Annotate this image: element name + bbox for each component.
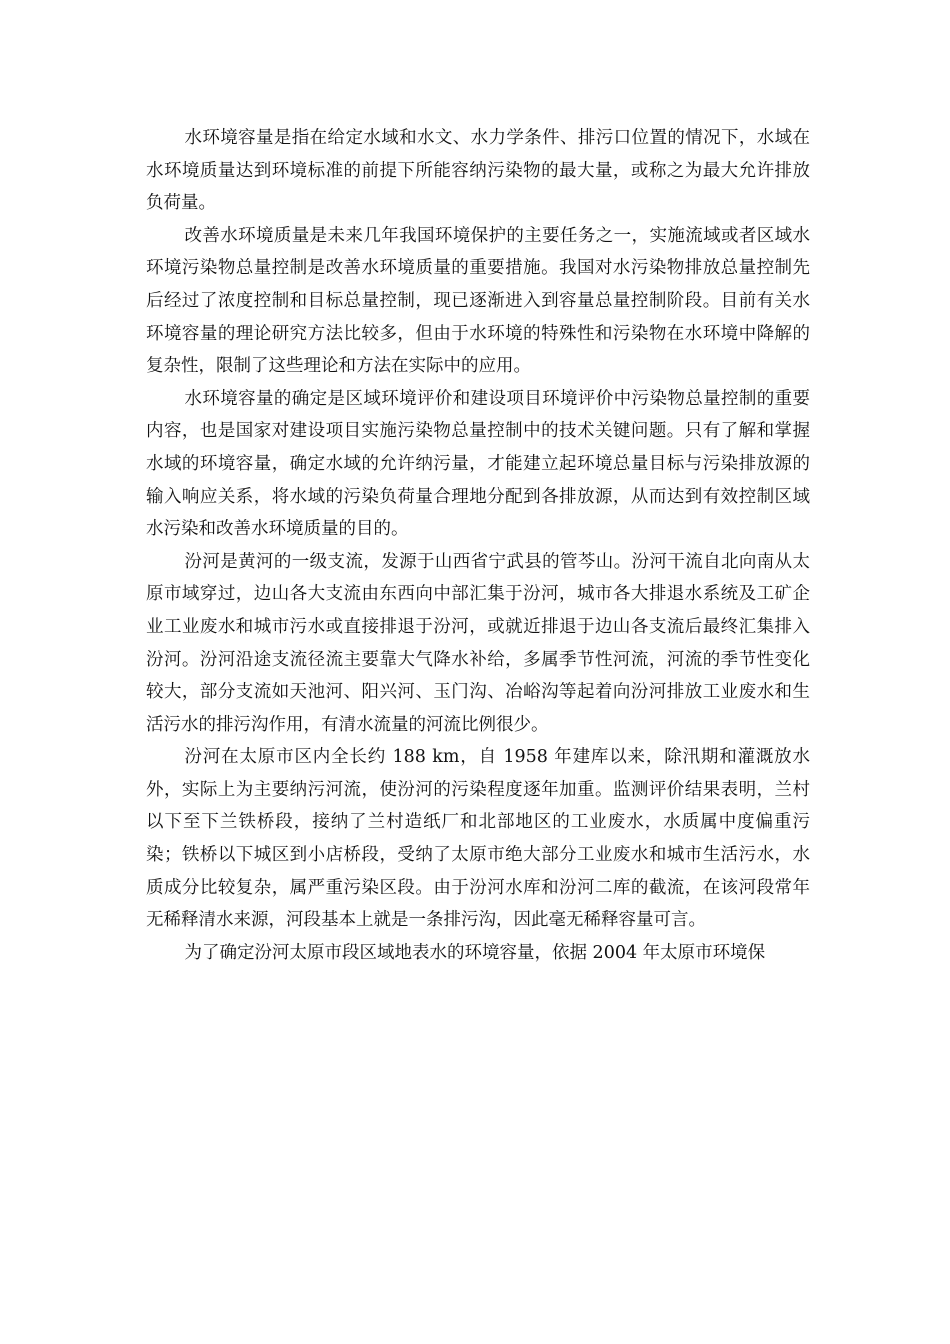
paragraph-5: 汾河在太原市区内全长约 188 km，自 1958 年建库以来，除汛期和灌溉放水外，实际上为主要纳污河流，使汾河的污染程度逐年加重。监测评价结果表明，兰村以下至下兰铁桥段，接纳了兰村造纸厂和北部地区的工业废水，水质属中度偏重污染；铁桥以下城区到小店桥段，受纳了太原市绝大部分工业废水和城市生活污水，水质成分比较复杂，属严重污染区段。由于汾河水库和汾河二库的截流，在该河段常年无稀释清水来源，河段基本上就是一条排污沟，因此毫无稀释容量可言。 [146,747,810,931]
paragraph-3: 水环境容量的确定是区域环境评价和建设项目环境评价中污染物总量控制的重要内容，也是国家对建设项目实施污染物总量控制中的技术关键问题。只有了解和掌握水域的环境容量，确定水域的允许纳污量，才能建立起环境总量目标与污染排放源的输入响应关系，将水域的污染负荷量合理地分配到各排放源，从而达到有效控制区域水污染和改善水环境质量的目的。 [146,388,810,540]
paragraph-2: 改善水环境质量是未来几年我国环境保护的主要任务之一，实施流域或者区域水环境污染物总量控制是改善水环境质量的重要措施。我国对水污染物排放总量控制先后经过了浓度控制和目标总量控制，现已逐渐进入到容量总量控制阶段。目前有关水环境容量的理论研究方法比较多，但由于水环境的特殊性和污染物在水环境中降解的复杂性，限制了这些理论和方法在实际中的应用。 [146,225,810,377]
paragraph-1: 水环境容量是指在给定水域和水文、水力学条件、排污口位置的情况下，水域在水环境质量达到环境标准的前提下所能容纳污染物的最大量，或称之为最大允许排放负荷量。 [146,128,810,214]
paragraph-6: 为了确定汾河太原市段区域地表水的环境容量，依据 2004 年太原市环境保 [184,942,766,963]
paragraph-4: 汾河是黄河的一级支流，发源于山西省宁武县的管芩山。汾河干流自北向南从太原市域穿过，边山各大支流由东西向中部汇集于汾河，城市各大排退水系统及工矿企业工业废水和城市污水或直接排退于汾河，或就近排退于边山各支流后最终汇集排入汾河。汾河沿途支流径流主要靠大气降水补给，多属季节性河流，河流的季节性变化较大，部分支流如天池河、阳兴河、玉门沟、冶峪沟等起着向汾河排放工业废水和生活污水的排污沟作用，有清水流量的河流比例很少。 [146,551,810,735]
document-body [146,122,810,969]
